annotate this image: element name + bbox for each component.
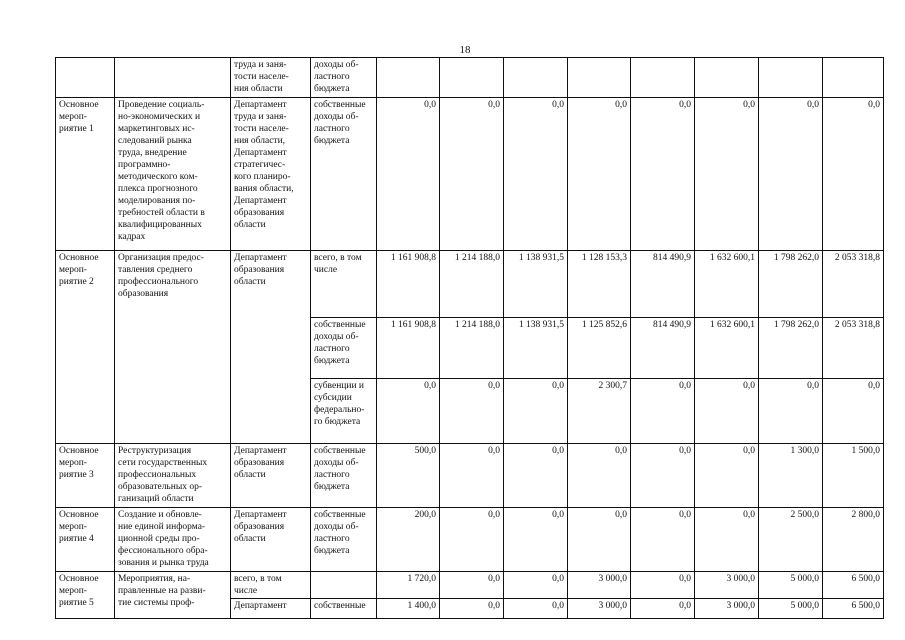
value-cell: 0,0 xyxy=(440,508,504,572)
source-cell: собственные доходы об- ластного бюджета xyxy=(311,508,377,572)
value-cell: 0,0 xyxy=(440,572,504,599)
value-cell: 1 138 931,5 xyxy=(504,251,568,318)
value-cell xyxy=(568,58,631,98)
description-cell xyxy=(115,58,231,98)
executor-cell: Департамент xyxy=(231,599,311,619)
executor-cell: Департамент труда и заня- тости населе- ния области, Департамент стратегичес- кого планиро- вания области, Департамент образования области xyxy=(231,98,311,251)
value-cell: 0,0 xyxy=(440,599,504,619)
value-cell: 1 500,0 xyxy=(823,444,884,508)
value-cell: 1 214 188,0 xyxy=(440,318,504,379)
event-cell: Основное мероп- риятие 1 xyxy=(56,98,115,251)
value-cell: 0,0 xyxy=(568,444,631,508)
value-cell: 1 798 262,0 xyxy=(759,251,823,318)
value-cell: 200,0 xyxy=(377,508,440,572)
value-cell: 0,0 xyxy=(377,379,440,444)
value-cell: 0,0 xyxy=(440,379,504,444)
value-cell: 3 000,0 xyxy=(695,599,759,619)
source-cell: собственные доходы об- ластного бюджета xyxy=(311,444,377,508)
value-cell: 0,0 xyxy=(504,599,568,619)
value-cell xyxy=(440,58,504,98)
value-cell: 0,0 xyxy=(504,572,568,599)
value-cell: 0,0 xyxy=(759,379,823,444)
value-cell: 0,0 xyxy=(823,98,884,251)
value-cell: 0,0 xyxy=(440,98,504,251)
value-cell: 0,0 xyxy=(631,508,695,572)
value-cell: 1 125 852,6 xyxy=(568,318,631,379)
source-cell: собственные доходы об- ластного бюджета xyxy=(311,98,377,251)
table-row xyxy=(56,58,884,98)
table-row xyxy=(56,251,884,318)
value-cell: 0,0 xyxy=(631,599,695,619)
value-cell xyxy=(631,58,695,98)
event-cell: Основное мероп- риятие 3 xyxy=(56,444,115,508)
value-cell: 1 798 262,0 xyxy=(759,318,823,379)
value-cell xyxy=(759,58,823,98)
value-cell: 814 490,9 xyxy=(631,318,695,379)
value-cell: 0,0 xyxy=(504,98,568,251)
event-cell xyxy=(56,58,115,98)
value-cell: 1 632 600,1 xyxy=(695,251,759,318)
table-row xyxy=(56,572,884,599)
event-cell: Основное мероп- риятие 2 xyxy=(56,251,115,444)
value-cell: 0,0 xyxy=(504,508,568,572)
description-cell: Проведение социаль- но-экономических и маркетинговых ис- следований рынка труда, внедрение программно- методического ком- плекса прогнозного моделирования по- требностей области в квалифицированных кадрах xyxy=(115,98,231,251)
description-cell: Мероприятия, на- правленные на разви- тие системы проф- xyxy=(115,572,231,619)
executor-cell: труда и заня- тости населе- ния области xyxy=(231,58,311,98)
value-cell: 3 000,0 xyxy=(695,572,759,599)
description-cell: Создание и обновле- ние единой информа- ционной среды про- фессионального обра- зования и рынка труда xyxy=(115,508,231,572)
table-row xyxy=(56,508,884,572)
value-cell: 0,0 xyxy=(631,98,695,251)
source-cell: субвенции и субсидии федерально- го бюджета xyxy=(311,379,377,444)
page-number: 18 xyxy=(459,44,471,56)
value-cell: 2 053 318,8 xyxy=(823,251,884,318)
value-cell: 1 161 908,8 xyxy=(377,318,440,379)
value-cell: 3 000,0 xyxy=(568,599,631,619)
executor-cell: Департамент образования области xyxy=(231,508,311,572)
value-cell: 1 400,0 xyxy=(377,599,440,619)
value-cell xyxy=(823,58,884,98)
value-cell: 1 214 188,0 xyxy=(440,251,504,318)
description-cell: Организация предос- тавления среднего профессионального образования xyxy=(115,251,231,444)
value-cell: 6 500,0 xyxy=(823,599,884,619)
value-cell: 5 000,0 xyxy=(759,572,823,599)
value-cell: 1 161 908,8 xyxy=(377,251,440,318)
executor-cell: всего, в том числе xyxy=(231,572,311,599)
table-row xyxy=(56,444,884,508)
budget-table xyxy=(55,57,884,619)
value-cell: 1 138 931,5 xyxy=(504,318,568,379)
source-cell: доходы об- ластного бюджета xyxy=(311,58,377,98)
value-cell: 0,0 xyxy=(695,508,759,572)
source-cell: собственные xyxy=(311,599,377,619)
value-cell: 2 300,7 xyxy=(568,379,631,444)
value-cell: 0,0 xyxy=(377,98,440,251)
value-cell: 0,0 xyxy=(504,444,568,508)
value-cell xyxy=(504,58,568,98)
value-cell: 1 128 153,3 xyxy=(568,251,631,318)
value-cell: 2 053 318,8 xyxy=(823,318,884,379)
value-cell: 1 632 600,1 xyxy=(695,318,759,379)
source-cell: всего, в том числе xyxy=(311,251,377,318)
value-cell: 1 300,0 xyxy=(759,444,823,508)
event-cell: Основное мероп- риятие 5 xyxy=(56,572,115,619)
description-cell: Реструктуризация сети государственных профессиональных образовательных ор- ганизаций области xyxy=(115,444,231,508)
value-cell: 0,0 xyxy=(631,572,695,599)
source-cell xyxy=(311,572,377,599)
value-cell: 0,0 xyxy=(504,379,568,444)
value-cell: 500,0 xyxy=(377,444,440,508)
value-cell: 0,0 xyxy=(568,98,631,251)
value-cell: 2 500,0 xyxy=(759,508,823,572)
value-cell: 0,0 xyxy=(695,444,759,508)
value-cell: 0,0 xyxy=(823,379,884,444)
value-cell: 0,0 xyxy=(631,444,695,508)
value-cell: 0,0 xyxy=(631,379,695,444)
value-cell: 0,0 xyxy=(568,508,631,572)
executor-cell: Департамент образования области xyxy=(231,444,311,508)
value-cell xyxy=(695,58,759,98)
value-cell: 0,0 xyxy=(695,98,759,251)
value-cell: 0,0 xyxy=(695,379,759,444)
value-cell xyxy=(377,58,440,98)
value-cell: 2 800,0 xyxy=(823,508,884,572)
executor-cell: Департамент образования области xyxy=(231,251,311,444)
value-cell: 0,0 xyxy=(440,444,504,508)
value-cell: 3 000,0 xyxy=(568,572,631,599)
value-cell: 1 720,0 xyxy=(377,572,440,599)
value-cell: 6 500,0 xyxy=(823,572,884,599)
value-cell: 5 000,0 xyxy=(759,599,823,619)
value-cell: 0,0 xyxy=(759,98,823,251)
event-cell: Основное мероп- риятие 4 xyxy=(56,508,115,572)
source-cell: собственные доходы об- ластного бюджета xyxy=(311,318,377,379)
value-cell: 814 490,9 xyxy=(631,251,695,318)
table-row xyxy=(56,98,884,251)
